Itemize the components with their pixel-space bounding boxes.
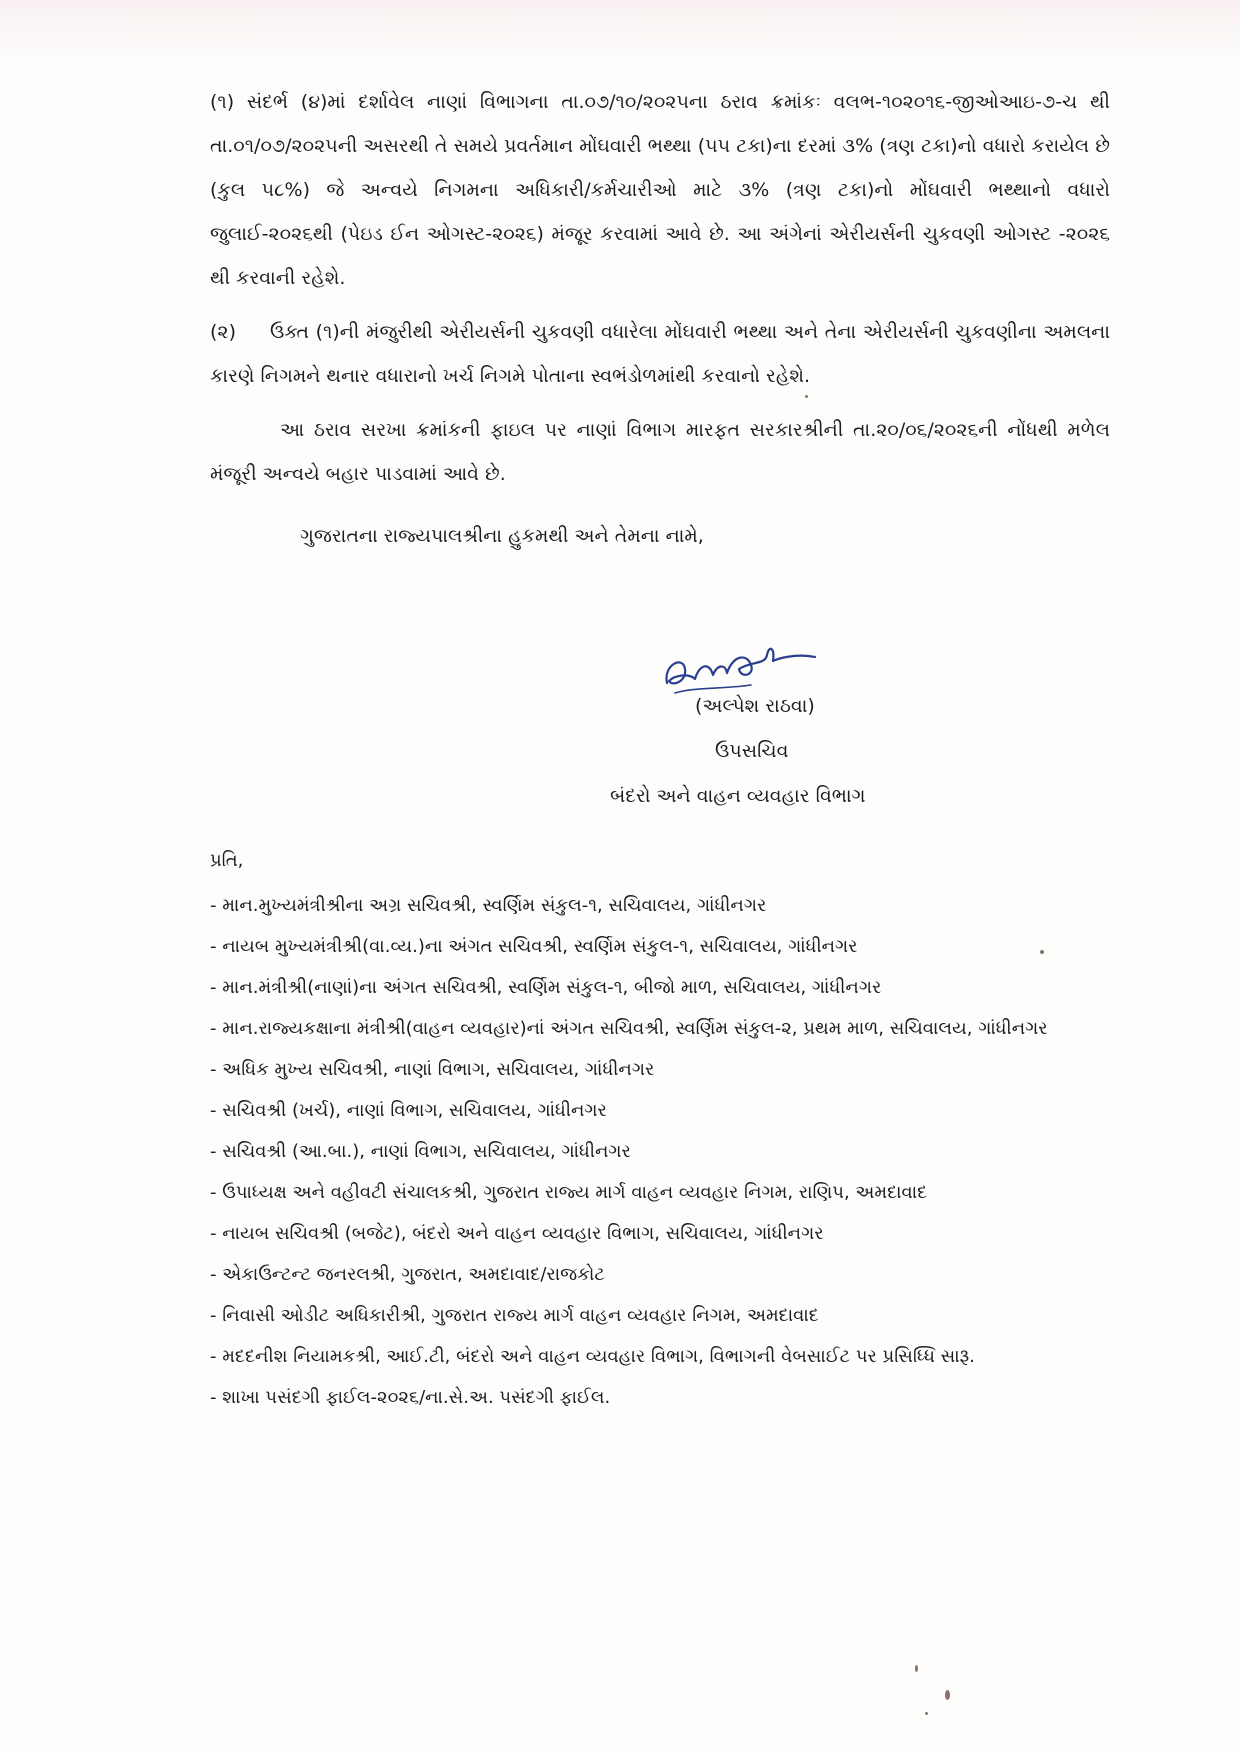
recipients-heading: પ્રતિ, — [210, 850, 244, 871]
recipient-item: - માન.મંત્રીશ્રી(નાણાં)ના અંગત સચિવશ્રી, સ્વર્ણિમ સંકુલ-૧, બીજો માળ, સચિવાલય, ગાંધીનગર — [210, 977, 882, 998]
signatory-name: (અલ્પેશ રાઠવા) — [695, 695, 815, 717]
order-paragraph-1: (૧) સંદર્ભ (૪)માં દર્શાવેલ નાણાં વિભાગના તા.૦૭/૧૦/૨૦૨૫ના ઠરાવ ક્રમાંકઃ વલભ-૧૦૨૦૧૬-જીઓઆઇ-૭-ચ થી તા.૦૧/૦૭/૨૦૨૫ની અસરથી તે સમયે પ્રવર્તમાન મોંઘવારી ભથ્થા (૫૫ ટકા)ના દરમાં ૩% (ત્રણ ટકા)નો વધારો કરાયેલ છે (કુલ ૫૮%) જે અન્વયે નિગમના અધિકારી/કર્મચારીઓ માટે ૩% (ત્રણ ટકા)નો મોંઘવારી ભથ્થાનો વધારો જુલાઈ-૨૦૨૬થી (પેઇડ ઈન ઓગસ્ટ-૨૦૨૬) મંજૂર કરવામાં આવે છે. આ અંગેનાં એરીયર્સની ચુકવણી ઓગસ્ટ -૨૦૨૬ થી કરવાની રહેશે. — [210, 91, 1110, 289]
recipients-list — [210, 885, 1110, 1418]
scan-speck — [915, 1665, 918, 1672]
recipient-item: - સચિવશ્રી (ખર્ચ), નાણાં વિભાગ, સચિવાલય, ગાંધીનગર — [210, 1100, 607, 1121]
recipient-item: - શાખા પસંદગી ફાઈલ-૨૦૨૬/ના.સે.અ. પસંદગી ફાઈલ. — [210, 1387, 611, 1408]
scan-smudge — [0, 0, 1240, 60]
signatory-designation: ઉપસચિવ — [715, 740, 789, 762]
order-paragraph-3: આ ઠરાવ સરખા ક્રમાંકની ફાઇલ પર નાણાં વિભાગ મારફત સરકારશ્રીની તા.૨૦/૦૬/૨૦૨૬ની નોંધથી મળેલ મંજૂરી અન્વયે બહાર પાડવામાં આવે છે. — [210, 419, 1110, 485]
recipient-item: - નાયબ સચિવશ્રી (બજેટ), બંદરો અને વાહન વ્યવહાર વિભાગ, સચિવાલય, ગાંધીનગર — [210, 1223, 824, 1244]
recipient-item: - નાયબ મુખ્યમંત્રીશ્રી(વા.વ્ય.)ના અંગત સચિવશ્રી, સ્વર્ણિમ સંકુલ-૧, સચિવાલય, ગાંધીનગર — [210, 936, 858, 957]
recipient-item: - મદદનીશ નિયામકશ્રી, આઈ.ટી, બંદરો અને વાહન વ્યવહાર વિભાગ, વિભાગની વેબસાઈટ પર પ્રસિધ્ધિ સારૂ. — [210, 1346, 975, 1367]
recipients-section — [210, 840, 1110, 1418]
signature-block — [610, 635, 975, 835]
recipient-item: - સચિવશ્રી (આ.બા.), નાણાં વિભાગ, સચિવાલય, ગાંધીનગર — [210, 1141, 631, 1162]
salutation: ગુજરાતના રાજ્યપાલશ્રીના હુકમથી અને તેમના નામે, — [300, 525, 704, 547]
scan-speck — [925, 1712, 928, 1715]
recipient-item: - અધિક મુખ્ય સચિવશ્રી, નાણાં વિભાગ, સચિવાલય, ગાંધીનગર — [210, 1059, 655, 1080]
order-body — [210, 80, 1110, 558]
scan-speck — [1040, 950, 1044, 954]
order-paragraph-2 — [210, 310, 1110, 398]
scan-speck — [805, 395, 808, 398]
recipient-item: - એકાઉન્ટન્ટ જનરલશ્રી, ગુજરાત, અમદાવાદ/રાજકોટ — [210, 1264, 605, 1285]
recipient-item: - માન.રાજ્યકક્ષાના મંત્રીશ્રી(વાહન વ્યવહાર)નાં અંગત સચિવશ્રી, સ્વર્ણિમ સંકુલ-૨, પ્રથમ માળ, સચિવાલય, ગાંધીનગર — [210, 1018, 1048, 1039]
recipient-item: - નિવાસી ઓડીટ અધિકારીશ્રી, ગુજરાત રાજ્ય માર્ગ વાહન વ્યવહાર નિગમ, અમદાવાદ — [210, 1305, 819, 1326]
signatory-department: બંદરો અને વાહન વ્યવહાર વિભાગ — [610, 785, 866, 807]
paragraph-2-text: ઉક્ત (૧)ની મંજુરીથી એરીયર્સની ચુકવણી વધારેલા મોંઘવારી ભથ્થા અને તેના એરીયર્સની ચુકવણીના અમલના કારણે નિગમને થનાર વધારાનો ખર્ચ નિગમે પોતાના સ્વભંડોળમાંથી કરવાનો રહેશે. — [210, 321, 1110, 387]
paragraph-2-number: (૨) — [210, 321, 236, 343]
recipient-item: - ઉપાધ્યક્ષ અને વહીવટી સંચાલકશ્રી, ગુજરાત રાજ્ય માર્ગ વાહન વ્યવહાર નિગમ, રાણિપ, અમદાવાદ — [210, 1182, 928, 1203]
scan-speck — [945, 1690, 950, 1700]
recipient-item: - માન.મુખ્યમંત્રીશ્રીના અગ્ર સચિવશ્રી, સ્વર્ણિમ સંકુલ-૧, સચિવાલય, ગાંધીનગર — [210, 895, 767, 916]
